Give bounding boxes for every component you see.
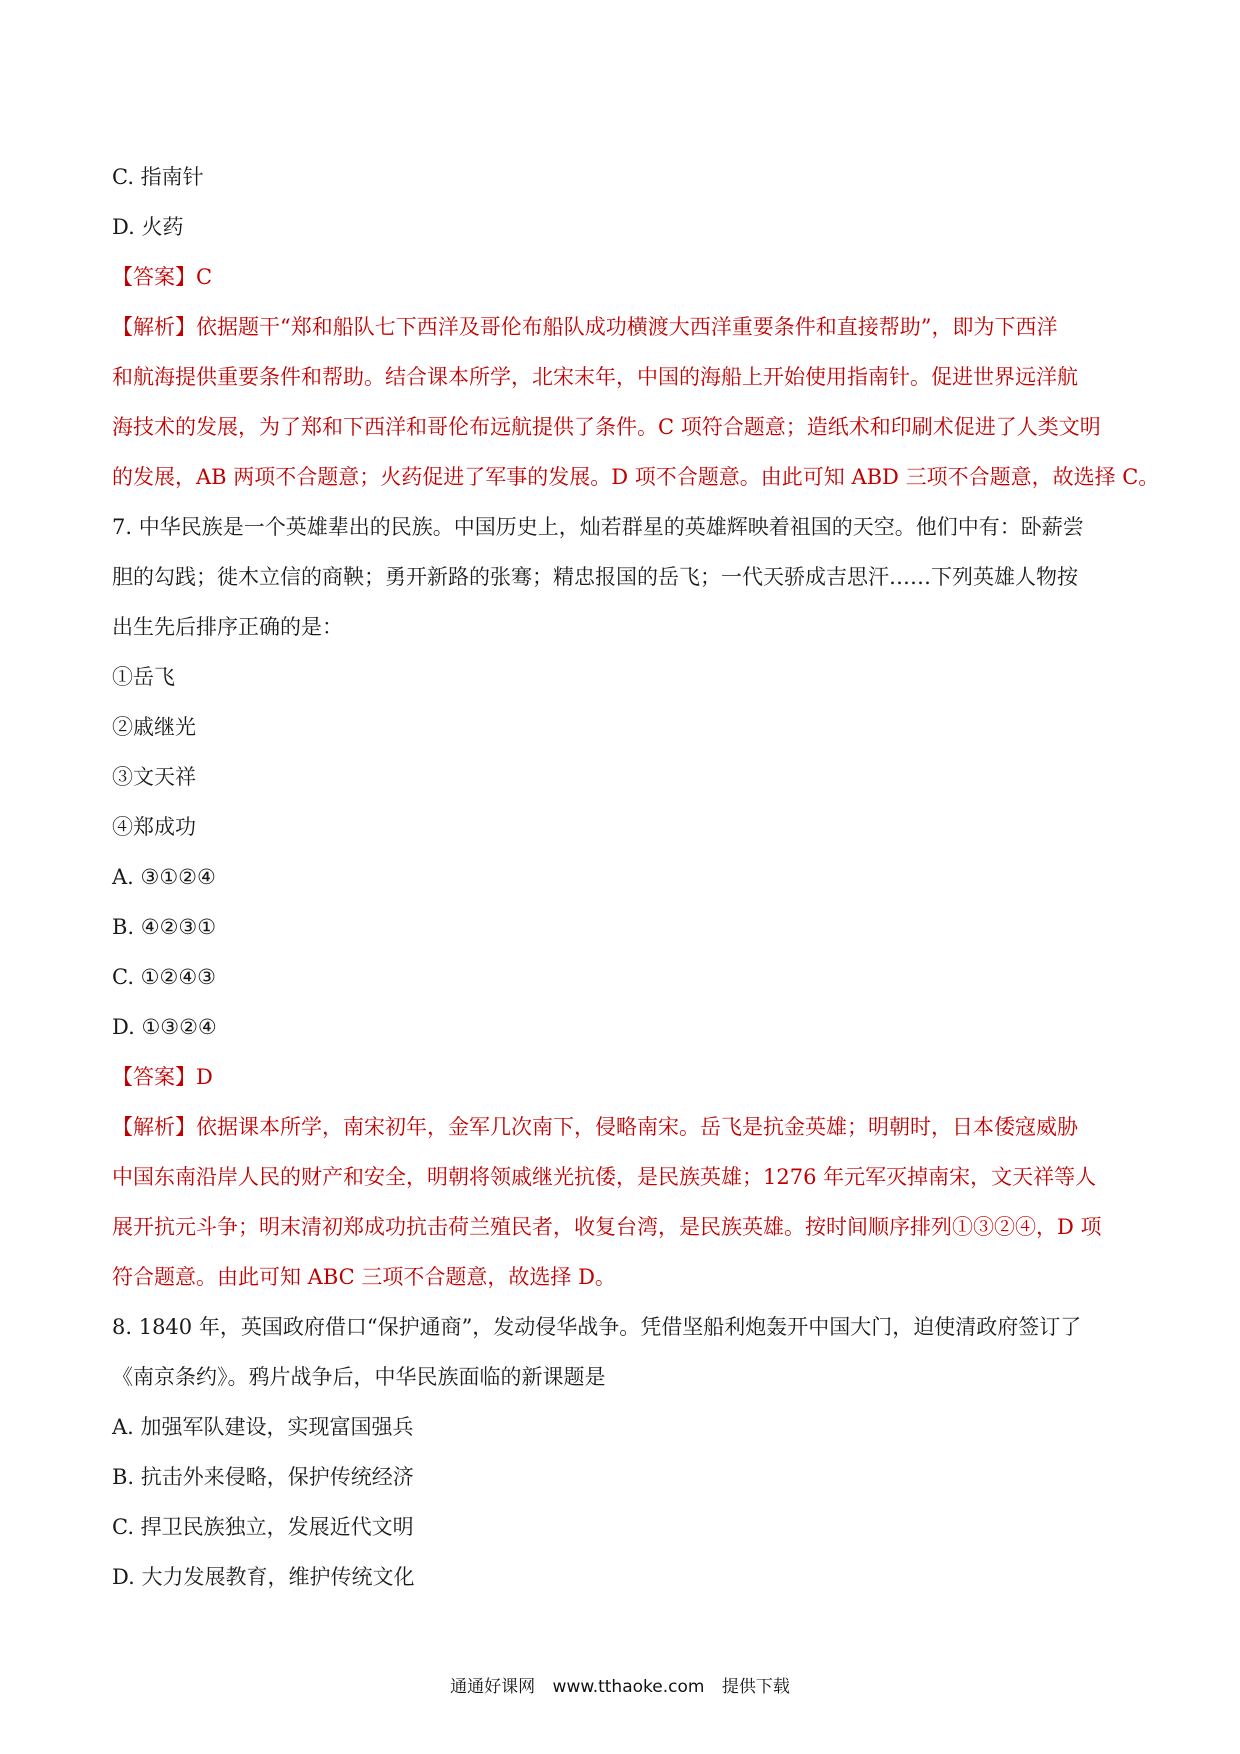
answer-value: C [196,265,213,289]
q7-analysis-line-4: 符合题意。由此可知 ABC 三项不合题意，故选择 D。 [112,1265,616,1289]
q7-item-4: ④郑成功 [112,815,196,839]
q7-option-a: A. ③①②④ [112,865,216,889]
q8-option-c: C. 捍卫民族独立，发展近代文明 [112,1515,414,1539]
q7-stem-line-3: 出生先后排序正确的是： [112,615,343,639]
q6-option-c: C. 指南针 [112,165,204,189]
q8-stem-line-1: 8. 1840 年，英国政府借口“保护通商”，发动侵华战争。凭借坚船利炮轰开中国大门，迫使清政府签订了 [112,1315,1082,1339]
footer-site-name: 通通好课网 [450,1677,536,1697]
q7-stem-line-2: 胆的勾践；徙木立信的商鞅；勇开新路的张骞；精忠报国的岳飞；一代天骄成吉思汗……下列英雄人物按 [112,565,1078,589]
q7-option-b: B. ④②③① [112,915,217,939]
q6-analysis-line-1: 【解析】依据题干“郑和船队七下西洋及哥伦布船队成功横渡大西洋重要条件和直接帮助”，即为下西洋 [112,315,1058,339]
q7-analysis-line-2: 中国东南沿岸人民的财产和安全，明朝将领戚继光抗倭，是民族英雄；1276 年元军灭掉南宋，文天祥等人 [112,1165,1097,1189]
analysis-label: 【解析】 [112,315,196,339]
q6-analysis-line-2: 和航海提供重要条件和帮助。结合课本所学，北宋末年，中国的海船上开始使用指南针。促进世界远洋航 [112,365,1078,389]
q7-answer [112,1052,1142,1102]
document-content [112,152,1160,1602]
footer-suffix: 提供下载 [721,1677,790,1697]
q8-option-b: B. 抗击外来侵略，保护传统经济 [112,1465,414,1489]
q8-stem-line-2: 《南京条约》。鸦片战争后，中华民族面临的新课题是 [112,1365,606,1389]
answer-label: 【答案】 [112,1065,196,1089]
answer-value: D [196,1065,213,1089]
page-footer [0,1672,1240,1697]
q8-option-d: D. 大力发展教育，维护传统文化 [112,1565,415,1589]
analysis-label: 【解析】 [112,1115,196,1139]
q7-stem-line-1: 7. 中华民族是一个英雄辈出的民族。中国历史上，灿若群星的英雄辉映着祖国的天空。他们中有：卧薪尝 [112,515,1084,539]
q7-analysis-line-3: 展开抗元斗争；明末清初郑成功抗击荷兰殖民者，收复台湾，是民族英雄。按时间顺序排列①③②④，D 项 [112,1215,1102,1239]
q6-analysis-line-3: 海技术的发展，为了郑和下西洋和哥伦布远航提供了条件。C 项符合题意；造纸术和印刷术促进了人类文明 [112,415,1101,439]
answer-label: 【答案】 [112,265,196,289]
q8-option-a: A. 加强军队建设，实现富国强兵 [112,1415,414,1439]
q7-item-1: ①岳飞 [112,665,175,689]
q7-option-d: D. ①③②④ [112,1015,217,1039]
q7-item-2: ②戚继光 [112,715,196,739]
q7-item-3: ③文天祥 [112,765,196,789]
q6-option-d: D. 火药 [112,215,184,239]
q7-option-c: C. ①②④③ [112,965,216,989]
footer-url: www.tthaoke.com [552,1677,705,1697]
q6-analysis-line-4: 的发展，AB 两项不合题意；火药促进了军事的发展。D 项不合题意。由此可知 ABD 三项不合题意，故选择 C。 [112,465,1160,489]
q7-analysis-line-1: 【解析】依据课本所学，南宋初年，金军几次南下，侵略南宋。岳飞是抗金英雄；明朝时，日本倭寇威胁 [112,1115,1078,1139]
q6-answer [112,252,1142,302]
